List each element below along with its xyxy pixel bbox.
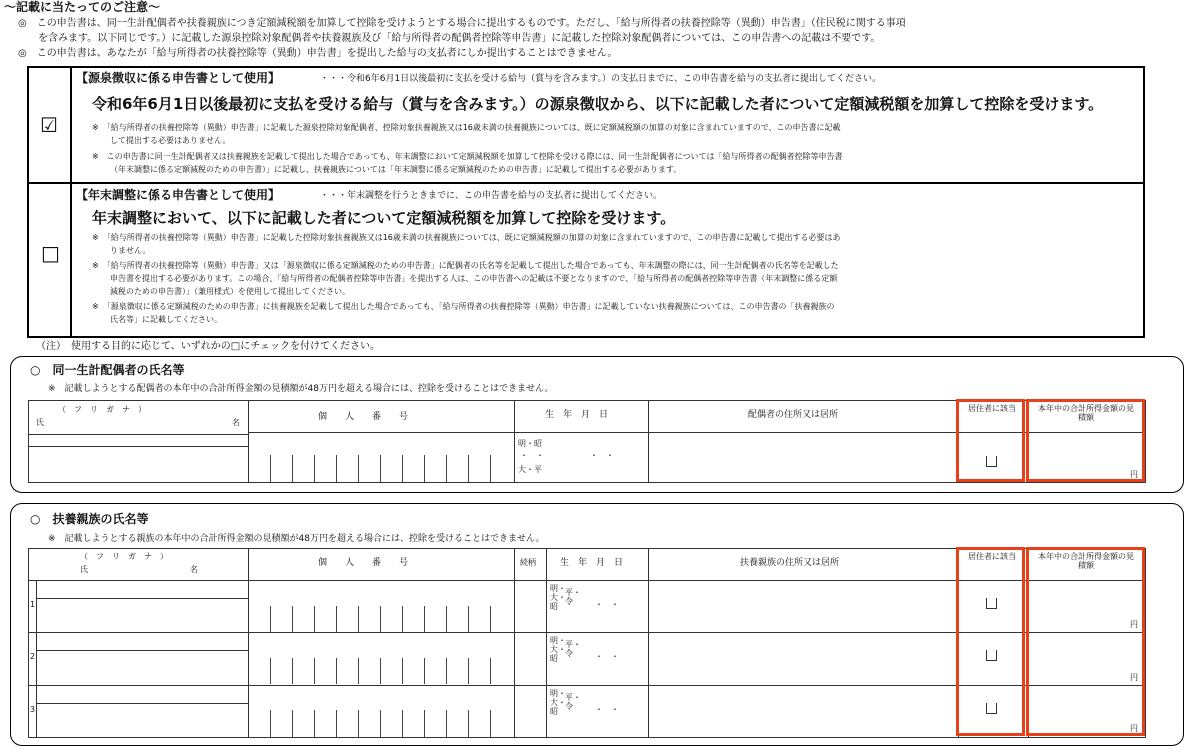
number-cell-divider [358, 455, 359, 482]
spouse-h-resident: 居住者に該当 [968, 404, 1016, 413]
number-cell-divider [490, 658, 491, 684]
number-cell-divider [292, 455, 293, 482]
number-cell-divider [358, 710, 359, 737]
option2-note-7: 氏名等」に記載してください。 [110, 315, 222, 324]
number-cell-divider [468, 606, 469, 632]
number-cell-divider [270, 455, 271, 482]
option2-note-2: りません。 [110, 246, 151, 255]
options-divider-h [27, 182, 1145, 184]
number-cell-divider [402, 606, 403, 632]
number-cell-divider [270, 658, 271, 684]
option1-title: 【源泉徴収に係る申告書として使用】 [76, 71, 281, 85]
dep-resident-highlight [956, 547, 1025, 736]
number-cell-divider [314, 658, 315, 684]
dep-dots: ・ ・ [595, 652, 619, 661]
spouse-h-birth: 生 年 月 日 [545, 410, 609, 420]
dep-row-no: 2 [30, 652, 36, 661]
number-cell-divider [380, 658, 381, 684]
number-cell-divider [380, 455, 381, 482]
spouse-h-shi: 氏 [36, 418, 44, 427]
dep-era-a: 明・大・昭 [550, 689, 566, 717]
spouse-resident-highlight [956, 399, 1025, 482]
number-cell-divider [424, 455, 425, 482]
dep-era-b: 平・令 [565, 588, 581, 607]
spouse-dots-2: ・ ・ [590, 451, 614, 460]
number-cell-divider [336, 658, 337, 684]
number-cell-divider [292, 710, 293, 737]
number-cell-divider [490, 606, 491, 632]
number-cell-divider [468, 658, 469, 684]
option2-checkbox[interactable]: □ [41, 241, 60, 265]
dep-h-shi: 氏 [80, 565, 88, 574]
number-cell-divider [424, 658, 425, 684]
number-cell-divider [468, 710, 469, 737]
page-title: ～記載に当たってのご注意～ [4, 0, 161, 14]
number-cell-divider [292, 658, 293, 684]
dependents-title: ○ 扶養親族の氏名等 [30, 512, 149, 526]
option2-title: 【年末調整に係る申告書として使用】 [76, 188, 281, 202]
dep-h-birth: 生 年 月 日 [560, 558, 624, 568]
dep-era-b: 平・令 [565, 640, 581, 659]
number-cell-divider [402, 658, 403, 684]
option1-note-1: ※ 「給与所得者の扶養控除等（異動）申告書」に記載した源泉控除対象配偶者、控除対象扶養親族又は16歳未満の扶養親族については、既に定額減税額の加算の対象に含まれていますので、この申告書に記載 [92, 123, 841, 132]
number-cell-divider [402, 710, 403, 737]
option1-main: 令和6年6月1日以後最初に支払を受ける給与（賞与を含みます。）の源泉徴収から、以下に記載した者について定額減税額を加算して控除を受けます。 [92, 95, 1104, 113]
number-cell-divider [402, 455, 403, 482]
spouse-h-furigana: （ フ リ ガ ナ ） [58, 405, 146, 414]
option2-note-6: ※ 「源泉徴収に係る定額減税のための申告書」に扶養親族を記載して提出した場合であっても、「給与所得者の扶養控除等（異動）申告書」に記載していない扶養親族については、この申告書の「扶養親族の [92, 302, 835, 311]
spouse-era-2: 大・平 [518, 465, 542, 474]
number-cell-divider [380, 710, 381, 737]
dep-dots: ・ ・ [595, 600, 619, 609]
spouse-dots-1: ・ ・ [520, 451, 544, 460]
option2-main: 年末調整において、以下に記載した者について定額減税額を加算して控除を受けます。 [92, 209, 676, 227]
option1-note-3: ※ この申告書に同一生計配偶者又は扶養親族を記載して提出した場合であっても、年末調整において定額減税額を加算して控除を受ける際には、同一生計配偶者については「給与所得者の配偶者控除等申告書 [92, 152, 843, 161]
dep-income-unit: 円 [1130, 673, 1138, 682]
number-cell-divider [424, 606, 425, 632]
number-cell-divider [270, 606, 271, 632]
dep-row-no: 3 [30, 705, 36, 714]
dep-era-b: 平・令 [565, 693, 581, 712]
spouse-income-unit: 円 [1130, 470, 1138, 479]
dep-h-address: 扶養親族の住所又は居所 [740, 558, 840, 568]
number-cell-divider [446, 710, 447, 737]
dep-income-highlight [1026, 547, 1145, 736]
number-cell-divider [358, 606, 359, 632]
dep-era-a: 明・大・昭 [550, 636, 566, 664]
option1-note-4: （年末調整に係る定額減税のための申告書）」に記載し、扶養親族については「年末調整に係る定額減税のための申告書」に記載して提出する必要があります。 [110, 165, 682, 174]
dep-h-income: 本年中の合計所得金額の見積額 [1038, 552, 1134, 571]
option1-checkbox[interactable]: ☑ [40, 113, 58, 137]
spouse-h-mei: 名 [232, 418, 240, 427]
number-cell-divider [446, 455, 447, 482]
spouse-era-1: 明・昭 [518, 439, 542, 448]
note-line-3: ◎ この申告書は、あなたが「給与所得者の扶養控除等（異動）申告書」を提出した給与の支払者にしか提出することはできません。 [18, 48, 618, 59]
note-line-1: ◎ この申告書は、同一生計配偶者や扶養親族につき定額減税額を加算して控除を受けようとする場合に提出するものです。ただし、「給与所得者の扶養控除等（異動）申告書」（住民税に関する事項 [18, 18, 906, 29]
number-cell-divider [336, 455, 337, 482]
dependents-note: ※ 記載しようとする親族の本年中の合計所得金額の見積額が48万円を超える場合には、控除を受けることはできません。 [48, 534, 545, 544]
spouse-h-address: 配偶者の住所又は居所 [748, 410, 839, 420]
number-cell-divider [336, 606, 337, 632]
note-line-2: を含みます。以下同じです。）に記載した源泉控除対象配偶者や扶養親族及び「給与所得者の配偶者控除等申告書」に記載した控除対象配偶者については、この申告書への記載は不要です。 [38, 33, 881, 44]
number-cell-divider [446, 658, 447, 684]
spouse-title: ○ 同一生計配偶者の氏名等 [30, 363, 185, 377]
spouse-note: ※ 記載しようとする配偶者の本年中の合計所得金額の見積額が48万円を超える場合には、控除を受けることはできません。 [48, 384, 554, 394]
spouse-h-income: 本年中の合計所得金額の見積額 [1038, 404, 1134, 423]
dep-row-no: 1 [30, 600, 36, 609]
number-cell-divider [446, 606, 447, 632]
option2-note-5: 減税のための申告書）」（兼用様式）を使用して提出してください。 [110, 287, 350, 296]
option2-title-note: ・・・年末調整を行うときまでに、この申告書を給与の支払者に提出してください。 [320, 191, 663, 201]
number-cell-divider [358, 658, 359, 684]
dep-h-resident: 居住者に該当 [968, 552, 1016, 561]
dep-h-rel: 続柄 [520, 558, 536, 567]
dep-h-mei: 名 [190, 565, 198, 574]
spouse-h-number: 個 人 番 号 [318, 412, 409, 422]
dep-dots: ・ ・ [595, 705, 619, 714]
option2-note-1: ※ 「給与所得者の扶養控除等（異動）申告書」に記載した控除対象扶養親族又は16歳未満の扶養親族については、既に定額減税額の加算の対象に含まれていますので、この申告書に記載して提出する必要はあ [92, 233, 841, 242]
options-divider-v [70, 66, 72, 338]
option1-note-2: して提出する必要はありません。 [110, 136, 231, 145]
number-cell-divider [490, 455, 491, 482]
number-cell-divider [292, 606, 293, 632]
footnote: （注） 使用する目的に応じて、いずれかの□にチェックを付けてください。 [36, 341, 380, 352]
number-cell-divider [314, 710, 315, 737]
number-cell-divider [424, 710, 425, 737]
dep-h-number: 個 人 番 号 [318, 558, 409, 568]
dep-income-unit: 円 [1130, 724, 1138, 733]
number-cell-divider [314, 455, 315, 482]
number-cell-divider [380, 606, 381, 632]
dep-era-a: 明・大・昭 [550, 584, 566, 612]
number-cell-divider [468, 455, 469, 482]
option1-title-note: ・・・令和6年6月1日以後最初に支払を受ける給与（賞与を含みます。）の支払日までに、この申告書を給与の支払者に提出してください。 [320, 74, 881, 84]
spouse-income-highlight [1026, 399, 1145, 482]
dep-h-furigana: （ フ リ ガ ナ ） [80, 552, 168, 561]
number-cell-divider [270, 710, 271, 737]
option2-note-4: 申告書を提出する必要があります。この場合、「給与所得者の配偶者控除等申告書」を提出する人は、この申告書への記載は不要となりますので、「給与所得者の配偶者控除等申告書（年末調整に係る定額 [110, 274, 838, 283]
number-cell-divider [314, 606, 315, 632]
number-cell-divider [336, 710, 337, 737]
option2-note-3: ※ 「給与所得者の扶養控除等（異動）申告書」又は「源泉徴収に係る定額減税のための申告書」に配偶者の氏名等を記載して提出した場合であっても、年末調整の際には、同一生計配偶者の氏名等を記載した [92, 261, 839, 270]
number-cell-divider [490, 710, 491, 737]
dep-income-unit: 円 [1130, 620, 1138, 629]
